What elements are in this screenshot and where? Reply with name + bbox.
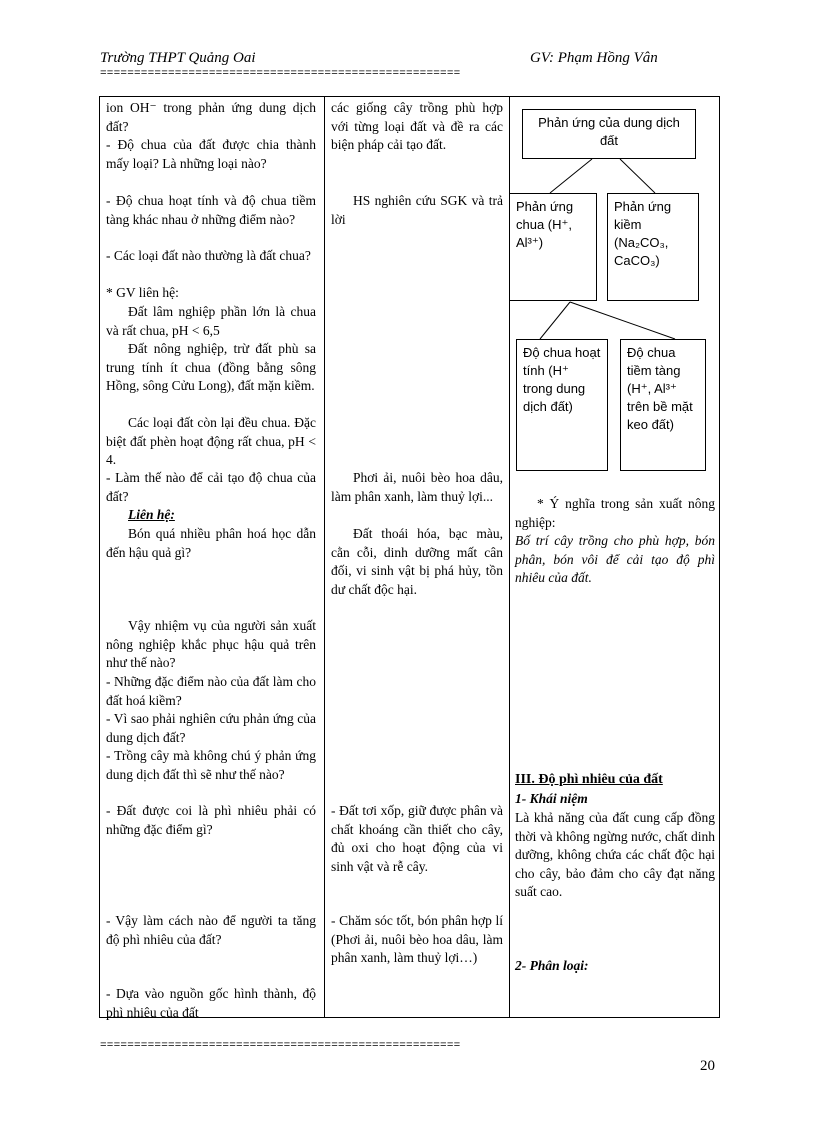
- sub1-wrap: [515, 790, 715, 809]
- q-fertilizer: Bón quá nhiều phân hoá học dẫn đến hậu quả gì?: [106, 526, 316, 560]
- a-hs-research: HS nghiên cứu SGK và trả lời: [331, 193, 503, 227]
- sub1-title: 1- Khái niệm: [515, 791, 588, 806]
- diagram-root: Phản ứng của dung dịch đất: [522, 109, 696, 159]
- q-ignore: - Trồng cây mà không chú ý phản ứng dung dịch đất thì sẽ như thế nào?: [106, 748, 316, 782]
- top-separator: =====================================================: [100, 68, 461, 80]
- diagram-base: Phản ứng kiềm (Na₂CO₃, CaCO₃): [607, 193, 699, 301]
- q-oh-ion: ion OH⁻ trong phản ứng dung dịch đất?: [106, 100, 316, 134]
- header-school: Trường THPT Quảng Oai: [100, 50, 256, 66]
- meaning-title: * Ý nghĩa trong sản xuất nông nghiệp:: [515, 496, 715, 530]
- q-why-study: - Vì sao phải nghiên cứu phản ứng của dung dịch đất?: [106, 711, 316, 745]
- a-increase-fertility: - Chăm sóc tốt, bón phân hợp lí (Phơi ải, nuôi bèo hoa dâu, làm phân xanh, làm thuỷ lợi…): [331, 913, 503, 965]
- q-alkaline: - Những đặc điểm nào của đất làm cho đất hoá kiềm?: [106, 674, 316, 708]
- lien-he-heading: Liên hệ:: [128, 507, 175, 522]
- column-content: [510, 97, 720, 1017]
- q-acid-soils: - Các loại đất nào thường là đất chua?: [106, 248, 311, 263]
- gv-lien-he: * GV liên hệ:: [106, 285, 179, 300]
- q-improve-acidity: - Làm thế nào để cải tạo độ chua của đất?: [106, 470, 316, 504]
- column-student: [325, 97, 510, 1017]
- q-acidity-types: - Độ chua của đất được chia thành mấy loại? Là những loại nào?: [106, 137, 316, 171]
- q-increase-fertility: - Vậy làm cách nào để người ta tăng độ phì nhiêu của đất?: [106, 913, 316, 947]
- a-consequence: Đất thoái hóa, bạc màu, cằn cỗi, dinh dưỡng mất cân đối, vi sinh vật bị phá hủy, tồn dư chất độc hại.: [331, 526, 503, 597]
- lien-he-label: [128, 506, 338, 525]
- q-origin: - Dựa vào nguồn gốc hình thành, độ phì nhiêu của đất: [106, 986, 316, 1020]
- note-forest-soil: Đất lâm nghiệp phần lớn là chua và rất chua, pH < 6,5: [106, 304, 316, 338]
- header-teacher: GV: Phạm Hồng Vân: [530, 50, 658, 66]
- sub2-wrap: [515, 957, 715, 976]
- a-improve: Phơi ải, nuôi bèo hoa dâu, làm phân xanh, làm thuỷ lợi...: [331, 470, 503, 504]
- q-acidity-diff: - Độ chua hoạt tính và độ chua tiềm tàng khác nhau ở những điểm nào?: [106, 193, 316, 227]
- diagram-acid: Phản ứng chua (H⁺, Al³⁺): [509, 193, 597, 301]
- diagram-potential: Độ chua tiềm tàng (H⁺, Al³⁺ trên bề mặt keo đất): [620, 339, 706, 471]
- note-other-soil: Các loại đất còn lại đều chua. Đặc biệt đất phèn hoạt động rất chua, pH < 4.: [106, 415, 316, 467]
- sub2-title: 2- Phân loại:: [515, 958, 589, 973]
- a-fertile-features: - Đất tơi xốp, giữ được phân và chất khoáng cần thiết cho cây, đủ oxi cho hoạt động của vi sinh vật và rễ cây.: [331, 803, 503, 874]
- bottom-separator: =====================================================: [100, 1040, 461, 1052]
- meaning-body: Bố trí cây trồng cho phù hợp, bón phân, bón vôi để cải tạo độ phì nhiêu của đất.: [515, 533, 715, 585]
- a-plant-choice: các giống cây trồng phù hợp với từng loại đất và đề ra các biện pháp cải tạo đất.: [331, 100, 503, 152]
- section-fertility-title: III. Độ phì nhiêu của đất: [515, 772, 663, 787]
- sub1-body: Là khả năng của đất cung cấp đồng thời và không ngừng nước, chất dinh dưỡng, không chứa các chất độc hại cho cây, bảo đảm cho cây đạt năng suất cao.: [515, 810, 715, 899]
- diagram-active: Độ chua hoạt tính (H⁺ trong dung dịch đất): [516, 339, 608, 471]
- q-fertile-features: - Đất được coi là phì nhiêu phải có những đặc điểm gì?: [106, 803, 316, 837]
- page-number: 20: [700, 1058, 715, 1074]
- note-farm-soil: Đất nông nghiệp, trừ đất phù sa trung tính ít chua (đồng bằng sông Hồng, sông Cửu Long), đất mặn kiềm.: [106, 341, 316, 393]
- lesson-table: [99, 96, 720, 1018]
- q-task: Vậy nhiệm vụ của người sản xuất nông nghiệp khắc phục hậu quả trên như thế nào?: [106, 618, 316, 670]
- column-teacher: [100, 97, 325, 1020]
